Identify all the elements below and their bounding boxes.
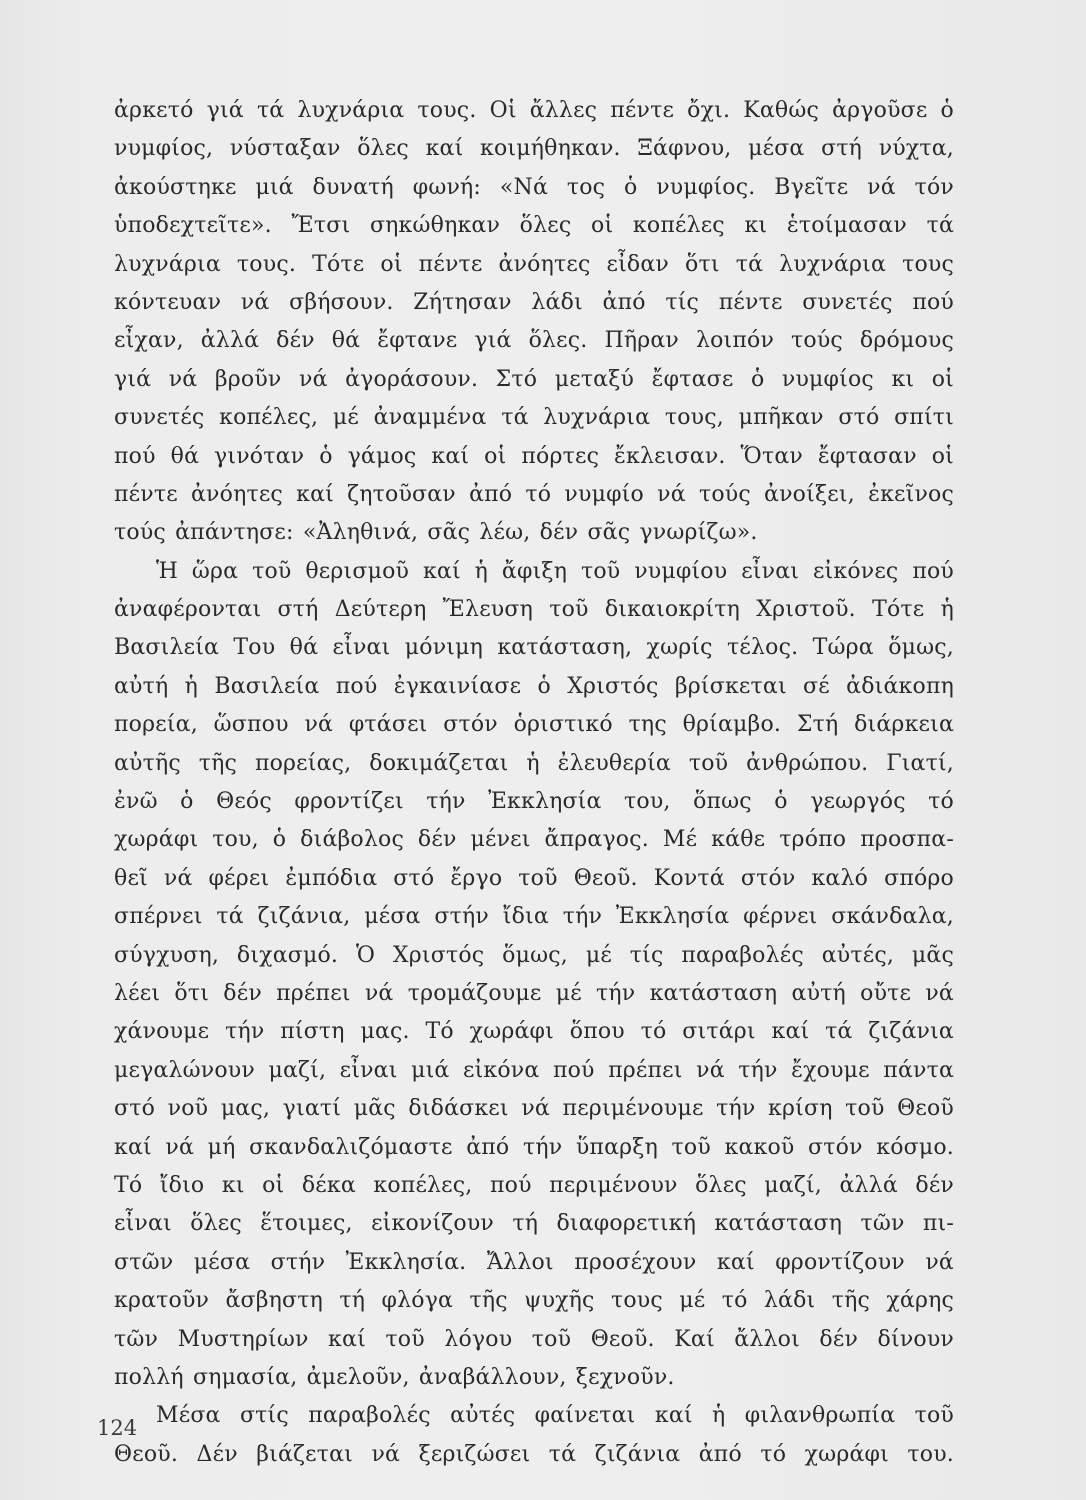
text-line: στῶν μέσα στήν Ἐκκλησία. Ἄλλοι προσέχουν καί φροντίζουν νά <box>114 1249 954 1275</box>
text-line: πολλή σημασία, ἀμελοῦν, ἀναβάλλουν, ξεχνοῦν. <box>114 1364 675 1390</box>
text-line: πορεία, ὥσπου νά φτάσει στόν ὁριστικό της θρίαμβο. Στή διάρκεια <box>114 712 954 738</box>
text-line: ἀρκετό γιά τά λυχνάρια τους. Οἱ ἄλλες πέντε ὄχι. Καθώς ἀργοῦσε ὁ <box>114 98 954 123</box>
text-line: κρατοῦν ἄσβηστη τή φλόγα τῆς ψυχῆς τους μέ τό λάδι τῆς χάρης <box>114 1288 954 1314</box>
text-line: κόντευαν νά σβήσουν. Ζήτησαν λάδι ἀπό τίς πέντε συνετές πού <box>114 289 954 315</box>
text-line: λέει ὅτι δέν πρέπει νά τρομάζουμε μέ τήν κατάσταση αὐτή οὔτε νά <box>114 980 954 1006</box>
paragraph-start-line: Μέσα στίς παραβολές αὐτές φαίνεται καί ἡ φιλανθρωπία τοῦ <box>156 1403 954 1429</box>
text-line: θεῖ νά φέρει ἐμπόδια στό ἔργο τοῦ Θεοῦ. Κοντά στόν καλό σπόρο <box>114 865 954 891</box>
text-line: συνετές κοπέλες, μέ ἀναμμένα τά λυχνάρια τους, μπῆκαν στό σπίτι <box>114 405 954 431</box>
text-line: εἶναι ὅλες ἕτοιμες, εἰκονίζουν τή διαφορετική κατάσταση τῶν πι- <box>114 1211 954 1237</box>
text-line: τούς ἀπάντησε: «Ἀληθινά, σᾶς λέω, δέν σᾶς γνωρίζω». <box>114 520 758 546</box>
text-line: σύγχυση, διχασμό. Ὁ Χριστός ὅμως, μέ τίς παραβολές αὐτές, μᾶς <box>114 942 954 968</box>
text-line: στό νοῦ μας, γιατί μᾶς διδάσκει νά περιμένουμε τήν κρίση τοῦ Θεοῦ <box>114 1096 954 1122</box>
text-line: σπέρνει τά ζιζάνια, μέσα στήν ἴδια τήν Ἐκκλησία φέρνει σκάνδαλα, <box>114 904 954 930</box>
text-line: λυχνάρια τους. Τότε οἱ πέντε ἀνόητες εἶδαν ὅτι τά λυχνάρια τους <box>114 251 954 277</box>
text-line: γιά νά βροῦν νά ἀγοράσουν. Στό μεταξύ ἔφτασε ὁ νυμφίος κι οἱ <box>114 366 954 392</box>
text-line: καί νά μή σκανδαλιζόμαστε ἀπό τήν ὕπαρξη τοῦ κακοῦ στόν κόσμο. <box>114 1134 954 1160</box>
text-line: εἶχαν, ἀλλά δέν θά ἔφτανε γιά ὅλες. Πῆραν λοιπόν τούς δρόμους <box>114 328 954 354</box>
body-text <box>114 92 954 1474</box>
text-line: ἀναφέρονται στή Δεύτερη Ἔλευση τοῦ δικαιοκρίτη Χριστοῦ. Τότε ἡ <box>114 597 954 623</box>
text-line: πού θά γινόταν ὁ γάμος καί οἱ πόρτες ἔκλεισαν. Ὅταν ἔφτασαν οἱ <box>114 443 954 469</box>
text-line: αὐτή ἡ Βασιλεία πού ἐγκαινίασε ὁ Χριστός βρίσκεται σέ ἀδιάκοπη <box>114 673 954 699</box>
text-line: αὐτῆς τῆς πορείας, δοκιμάζεται ἡ ἐλευθερία τοῦ ἀνθρώπου. Γιατί, <box>114 750 954 776</box>
page-number: 124 <box>97 1416 138 1440</box>
text-line: ὑποδεχτεῖτε». Ἔτσι σηκώθηκαν ὅλες οἱ κοπέλες κι ἑτοίμασαν τά <box>114 213 954 239</box>
text-line: τῶν Μυστηρίων καί τοῦ λόγου τοῦ Θεοῦ. Καί ἄλλοι δέν δίνουν <box>114 1326 954 1352</box>
paragraph-start-line: Ἡ ὥρα τοῦ θερισμοῦ καί ἡ ἄφιξη τοῦ νυμφίου εἶναι εἰκόνες πού <box>156 558 954 584</box>
text-line: Θεοῦ. Δέν βιάζεται νά ξεριζώσει τά ζιζάνια ἀπό τό χωράφι του. <box>114 1441 954 1467</box>
text-line: νυμφίος, νύσταξαν ὅλες καί κοιμήθηκαν. Ξάφνου, μέσα στή νύχτα, <box>114 136 954 162</box>
text-line: ἐνῶ ὁ Θεός φροντίζει τήν Ἐκκλησία του, ὅπως ὁ γεωργός τό <box>114 789 954 815</box>
text-line: Τό ἴδιο κι οἱ δέκα κοπέλες, πού περιμένουν ὅλες μαζί, ἀλλά δέν <box>114 1172 954 1198</box>
text-line: χωράφι του, ὁ διάβολος δέν μένει ἄπραγος. Μέ κάθε τρόπο προσπα- <box>114 827 954 853</box>
text-line: πέντε ἀνόητες καί ζητοῦσαν ἀπό τό νυμφίο νά τούς ἀνοίξει, ἐκεῖνος <box>114 481 954 507</box>
text-line: χάνουμε τήν πίστη μας. Τό χωράφι ὅπου τό σιτάρι καί τά ζιζάνια <box>114 1019 954 1045</box>
text-line: Βασιλεία Του θά εἶναι μόνιμη κατάσταση, χωρίς τέλος. Τώρα ὅμως, <box>114 635 954 661</box>
text-line: μεγαλώνουν μαζί, εἶναι μιά εἰκόνα πού πρέπει νά τήν ἔχουμε πάντα <box>114 1057 954 1083</box>
text-line: ἀκούστηκε μιά δυνατή φωνή: «Νά τος ὁ νυμφίος. Βγεῖτε νά τόν <box>114 174 954 200</box>
